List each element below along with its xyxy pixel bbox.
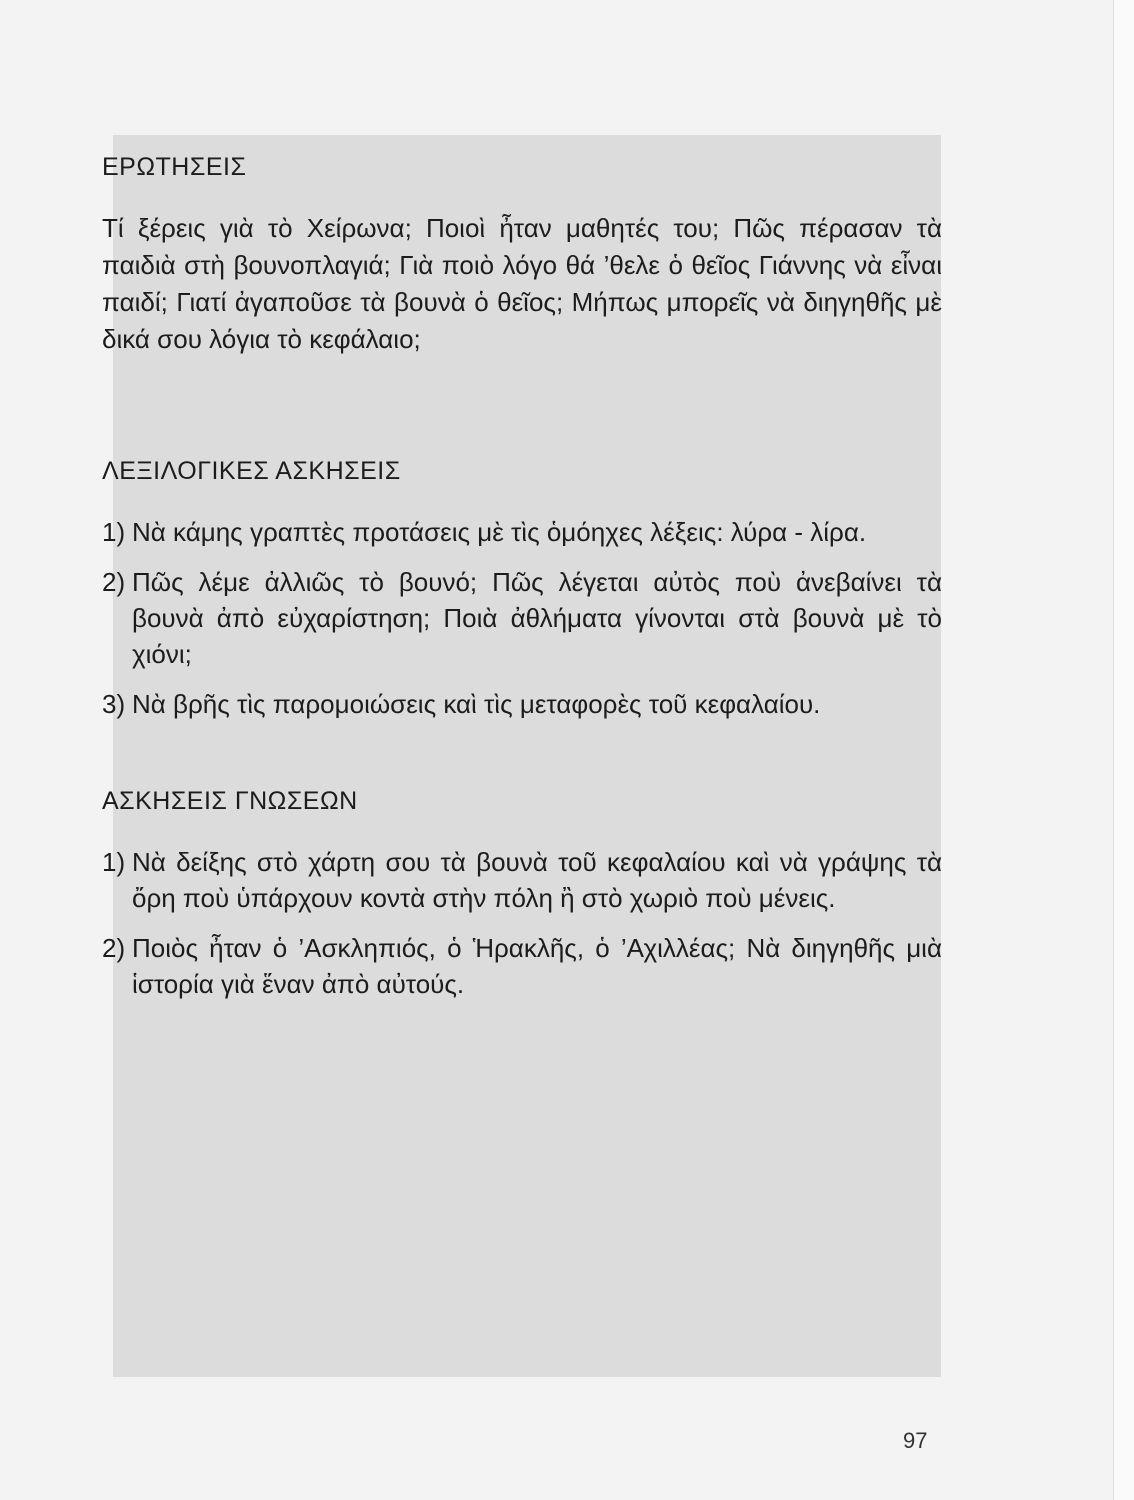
list-item	[102, 844, 942, 916]
item-text: Ποιὸς ἦταν ὁ ’Ασκληπιός, ὁ Ἡρακλῆς, ὁ ’Αχιλλέας; Νὰ διηγηθῆς μιὰ ἱστορία γιὰ ἕναν ἀπὸ αὐτούς.	[132, 933, 942, 999]
item-number: 2)	[102, 567, 126, 597]
list-item	[102, 564, 942, 672]
questions-paragraph: Τί ξέρεις γιὰ τὸ Χείρωνα; Ποιοὶ ἦταν μαθητές του; Πῶς πέρασαν τὰ παιδιὰ στὴ βουνοπλαγιά; Γιὰ ποιὸ λόγο θά ’θελε ὁ θεῖος Γιάννης νὰ εἶναι παιδί; Γιατί ἀγαποῦσε τὰ βουνὰ ὁ θεῖος; Μήπως μπορεῖς νὰ διηγηθῆς μὲ δικά σου λόγια τὸ κεφάλαιο;	[102, 213, 942, 354]
page-number: 97	[903, 1428, 928, 1453]
list-item	[102, 930, 942, 1002]
item-text: Νὰ βρῆς τὶς παρομοιώσεις καὶ τὶς μεταφορὲς τοῦ κεφαλαίου.	[132, 689, 821, 719]
vocabulary-exercises-heading: ΛΕΞΙΛΟΓΙΚΕΣ ΑΣΚΗΣΕΙΣ	[102, 457, 401, 485]
knowledge-exercises-heading: ΑΣΚΗΣΕΙΣ ΓΝΩΣΕΩΝ	[102, 787, 358, 815]
item-number: 1)	[102, 517, 126, 547]
vocabulary-exercises-list	[102, 514, 942, 722]
item-number: 1)	[102, 847, 126, 877]
item-number: 3)	[102, 689, 126, 719]
list-item	[102, 686, 942, 722]
knowledge-exercises-list	[102, 844, 942, 1002]
item-text: Νὰ κάμης γραπτὲς προτάσεις μὲ τὶς ὁμόηχες λέξεις: λύρα - λίρα.	[132, 517, 867, 547]
page-edge	[1113, 0, 1134, 1500]
questions-heading: ΕΡΩΤΗΣΕΙΣ	[102, 153, 247, 181]
item-text: Νὰ δείξης στὸ χάρτη σου τὰ βουνὰ τοῦ κεφαλαίου καὶ νὰ γράψης τὰ ὄρη ποὺ ὑπάρχουν κοντὰ στὴν πόλη ἢ στὸ χωριὸ ποὺ μένεις.	[132, 847, 942, 913]
list-item	[102, 514, 942, 550]
page-content	[102, 150, 942, 1016]
item-text: Πῶς λέμε ἀλλιῶς τὸ βουνό; Πῶς λέγεται αὐτὸς ποὺ ἀνεβαίνει τὰ βουνὰ ἀπὸ εὐχαρίστηση; Ποιὰ ἀθλήματα γίνονται στὰ βουνὰ μὲ τὸ χιόνι;	[132, 567, 942, 669]
item-number: 2)	[102, 933, 126, 963]
